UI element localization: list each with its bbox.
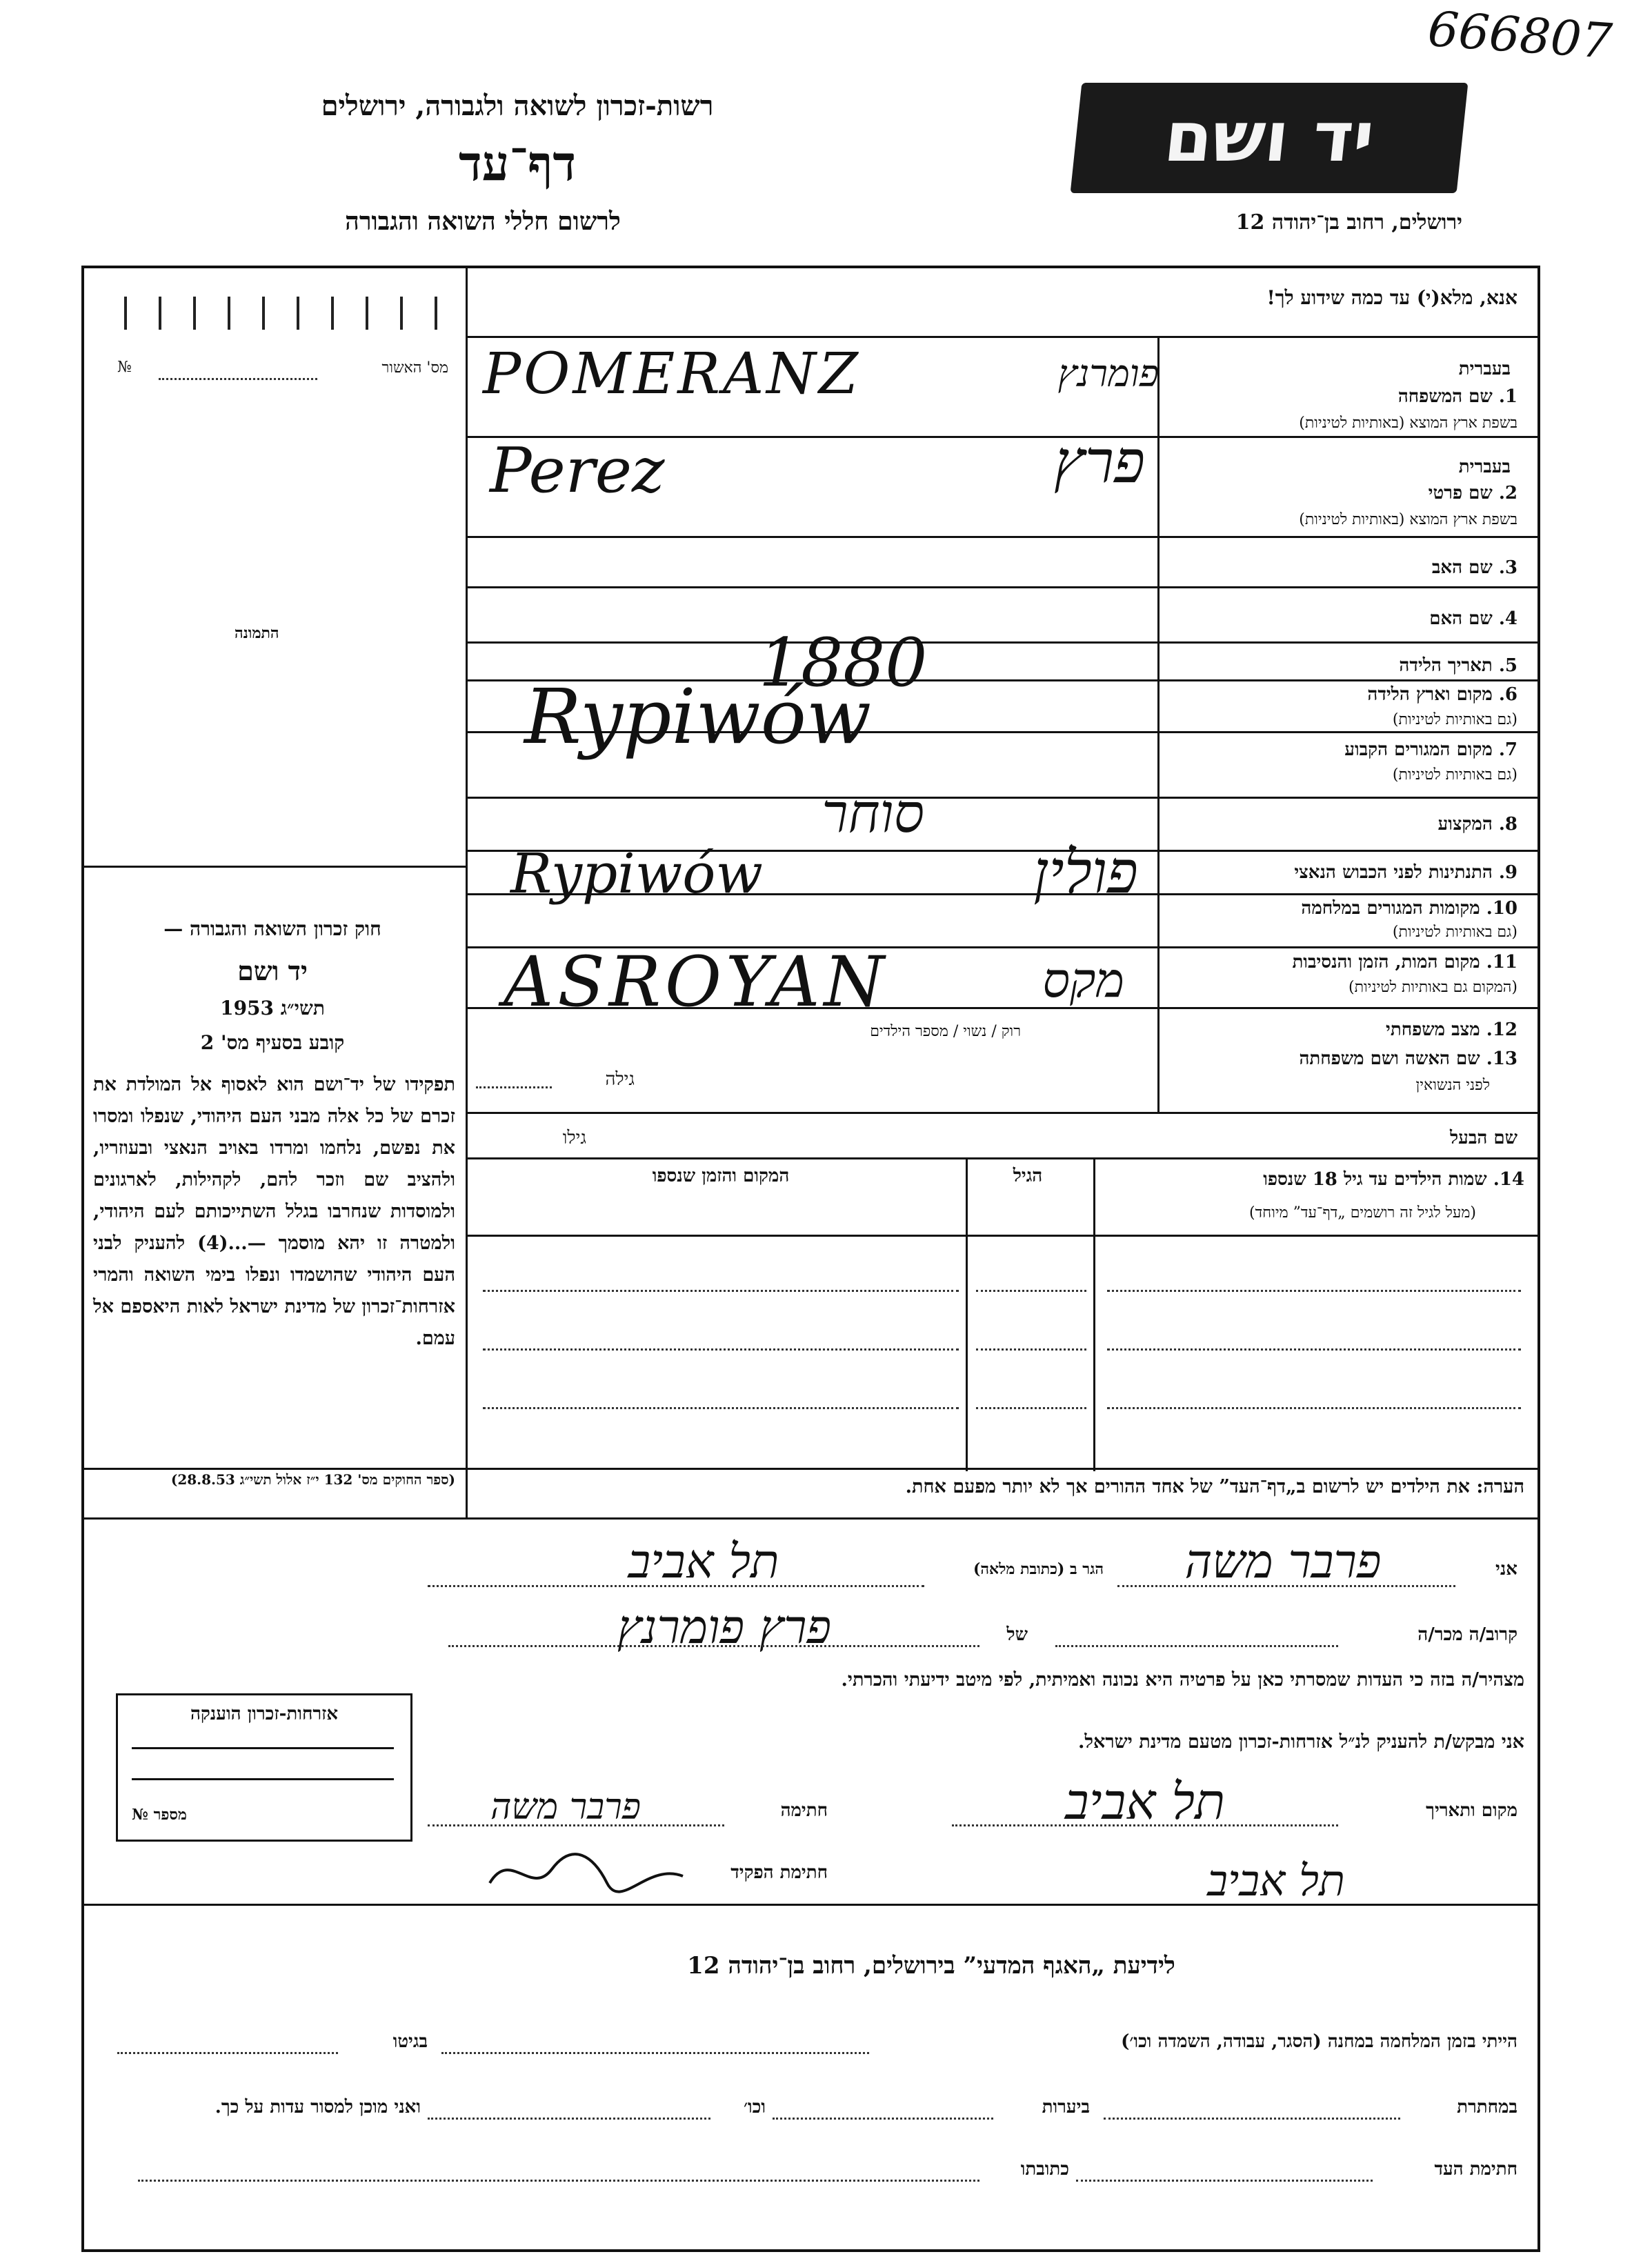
declarant-line xyxy=(1117,1585,1455,1587)
sidebar-divider xyxy=(466,266,468,1517)
in-hebrew-label-2: בעברית xyxy=(1458,457,1511,477)
death-hebrew-value[interactable]: מקס xyxy=(1042,952,1124,1008)
declaration-request: אני מבקש/ת להעניק לנ״ל אזרחות-זכרון מטעם מדינת ישראל. xyxy=(1078,1731,1524,1753)
declaration-statement: מצהיר/ה בזה כי העדות שמסרתי כאן על פרטיה היא נכונה ואמיתית, לפי מיטב ידיעתי והכרתי. xyxy=(841,1669,1524,1691)
law-text: תפקידו של יד־ושם הוא לאסוף אל המולדת את זכרם של כל אלה מבני העם היהודי, שנפלו ומסרו את נפשם, נלחמו ומרדו באויב הנאצי ובעוזריו, ולהציב שם וזכר להם, לקהילות, לארגונים ולמוסדות שנחרבו בגלל השתייכותם לעם היהודי, ולמטרה זו יהא מוסמך —...(4) להעניק לבני העם היהודי שהושמדו ונפלו בימי השואה והמרי אזרחות־זכרון של מדינת ישראל לאות היאספם אל עמם. xyxy=(93,1074,455,1349)
field-label-father xyxy=(1166,557,1517,578)
place-date-value[interactable]: תל אביב xyxy=(1065,1773,1225,1831)
field-text: מצב משפחתי xyxy=(1386,1019,1480,1040)
yad-vashem-logo xyxy=(1071,83,1469,193)
firstname-value[interactable]: Perez xyxy=(490,435,665,507)
row-line xyxy=(466,1112,1540,1114)
header-address: ירושלים, רחוב בן־יהודה 12 xyxy=(1235,210,1462,235)
in-hebrew-label-1: בעברית xyxy=(1458,359,1511,379)
footer-line2-fill-c xyxy=(428,2118,710,2120)
field-sub-birthplace: (גם באותיות לטיניות) xyxy=(1392,711,1517,728)
surname-hebrew-value[interactable]: פומרנץ xyxy=(1057,352,1159,395)
field-label-marital xyxy=(1166,1019,1517,1040)
footer-line2-end: ואני מוכן למסור עדות על כך. xyxy=(215,2097,421,2118)
children-row-line xyxy=(483,1290,959,1292)
wife-age-label: גילה xyxy=(605,1069,635,1090)
remark-title: הערה: xyxy=(1476,1476,1524,1497)
field-num: 9. xyxy=(1498,862,1517,883)
footer-line1-fill xyxy=(441,2052,869,2054)
field-text: שם האשה ושם משפחתה xyxy=(1299,1048,1480,1069)
declaration-i-label: אני xyxy=(1495,1559,1517,1580)
row-line xyxy=(466,893,1540,895)
photo-label: התמונה xyxy=(235,624,279,642)
field-num: 12. xyxy=(1486,1019,1517,1040)
profession-value[interactable]: סוחר xyxy=(822,783,924,845)
row-line-top xyxy=(466,336,1540,338)
footer-line3-fill-b xyxy=(138,2180,979,2182)
footer-line2-fill-a xyxy=(1104,2118,1400,2120)
children-row-line xyxy=(976,1348,1086,1351)
field-text: מקום וארץ הלידה xyxy=(1367,684,1493,705)
form-request: אנא, מלא(י) עד כמה שידוע לך! xyxy=(1266,286,1517,309)
children-bottom-line xyxy=(81,1468,1540,1470)
field-num: 6. xyxy=(1498,684,1517,705)
children-col-place: המקום והזמן שנספו xyxy=(652,1166,790,1186)
children-label: 14. שמות הילדים עד גיל 18 שנספו xyxy=(1263,1169,1524,1190)
place-date-line xyxy=(952,1824,1338,1826)
row-line xyxy=(466,641,1540,644)
death-place-value[interactable]: ASROYAN xyxy=(504,942,888,1022)
footer-witness-signature: חתימת העד xyxy=(1434,2159,1517,2180)
field-num: 13. xyxy=(1486,1048,1517,1069)
field-label-residence xyxy=(1166,739,1517,760)
field-text: שם האב xyxy=(1431,557,1493,578)
declarant-signature[interactable]: פרבר משה xyxy=(490,1786,641,1828)
remark-bottom-line xyxy=(81,1517,1540,1520)
firstname-hebrew-value[interactable]: פרץ xyxy=(1053,428,1145,497)
children-col-divider-2 xyxy=(966,1157,968,1471)
children-row-line xyxy=(1107,1407,1521,1409)
field-text: התנתינות לפני הכבוש הנאצי xyxy=(1294,862,1493,883)
place-date-label: מקום ותאריך xyxy=(1426,1800,1517,1821)
field-sub-wartime-residence: (גם באותיות לטיניות) xyxy=(1392,924,1517,941)
header-subtitle: לרשום חללי השואה והגבורה xyxy=(345,207,621,236)
footer-line2-forests: ביערות xyxy=(1042,2097,1090,2118)
field-label-citizenship xyxy=(1166,862,1517,883)
row-line xyxy=(466,797,1540,799)
footer-line2-fill-b xyxy=(773,2118,993,2120)
field-text: שם פרטי xyxy=(1428,483,1493,504)
memorial-citizenship-box xyxy=(116,1693,412,1842)
law-clause: קובע בסעיף מס' 2 xyxy=(200,1031,345,1054)
scribble-icon xyxy=(483,1842,690,1904)
children-row-line xyxy=(483,1348,959,1351)
birthdate-value[interactable]: 1880 xyxy=(759,624,928,701)
marital-options: רוק / נשוי / מספר הילדים xyxy=(870,1023,1021,1040)
field-num: 11. xyxy=(1486,952,1517,973)
stamp-number-label: מספר № xyxy=(132,1806,187,1824)
children-row-line xyxy=(483,1407,959,1409)
resident-value[interactable]: תל אביב xyxy=(628,1535,779,1589)
field-text: מקומות המגורים במלחמה xyxy=(1301,898,1480,919)
footer-line2-underground: במחתרת xyxy=(1457,2097,1517,2118)
field-label-birthdate xyxy=(1166,655,1517,676)
field-num: 3. xyxy=(1498,557,1517,578)
field-text: המקצוע xyxy=(1437,814,1493,835)
footer-line1-end: בגיטו xyxy=(392,2031,428,2052)
footer-line2-etc: וכו׳ xyxy=(743,2097,766,2118)
header-title: דף־עד xyxy=(458,135,576,192)
field-text: מקום המגורים הקבוע xyxy=(1344,739,1493,760)
field-sub-wife: לפני הנשואין xyxy=(1415,1077,1490,1094)
field-text: שם המשפחה xyxy=(1397,386,1493,407)
cert-number-line xyxy=(159,378,317,380)
field-label-firstname xyxy=(1166,483,1517,504)
field-sub-surname: בשפת ארץ המוצא (באותיות לטיניות) xyxy=(1299,415,1517,432)
children-col-divider-1 xyxy=(1093,1157,1095,1471)
stamp-line xyxy=(132,1778,394,1780)
footer-line1-end-fill xyxy=(117,2052,338,2054)
field-label-profession xyxy=(1166,814,1517,835)
field-sub-death: (המקום גם באותיות לטיניות) xyxy=(1349,979,1517,996)
declarant-name[interactable]: פרבר משה xyxy=(1184,1535,1382,1589)
field-sub-firstname: בשפת ארץ המוצא (באותיות לטיניות) xyxy=(1299,511,1517,528)
husband-label: שם הבעל xyxy=(1449,1128,1517,1148)
of-value[interactable]: פרץ פומרנץ xyxy=(617,1600,832,1655)
cert-number-label: מס' האשור xyxy=(381,359,448,377)
field-label-surname xyxy=(1166,386,1517,407)
relative-label: קרוב/ה מכר/ה xyxy=(1417,1624,1517,1645)
relative-line xyxy=(1055,1645,1338,1647)
remark-text: את הילדים יש לרשום ב„דף־העד” של אחד ההורים אך לא יותר מפעם אחת. xyxy=(905,1476,1471,1497)
place-date-value-2[interactable]: תל אביב xyxy=(1207,1855,1345,1906)
birthplace-value[interactable]: Rypiwów xyxy=(524,673,872,761)
row-line xyxy=(466,1157,1540,1159)
law-name: יד ושם xyxy=(237,955,308,986)
children-row-line xyxy=(976,1407,1086,1409)
children-note: (מעל לגיל זה רושמים „דף־עד” מיוחד) xyxy=(1249,1204,1476,1222)
logo-text: יד ושם xyxy=(1160,97,1378,177)
field-num: 7. xyxy=(1498,739,1517,760)
row-line xyxy=(466,731,1540,733)
field-text: שם האם xyxy=(1429,608,1493,629)
footer-info: לידיעת „האגף המדעי” בירושלים, רחוב בן־יהודה 12 xyxy=(687,1952,1175,1980)
field-label-wife xyxy=(1166,1048,1517,1069)
remark xyxy=(469,1476,1524,1497)
field-label-mother xyxy=(1166,608,1517,629)
field-text: מקום המות, הזמן והנסיבות xyxy=(1292,952,1480,973)
field-text: תאריך הלידה xyxy=(1399,655,1493,676)
row-line xyxy=(466,536,1540,538)
field-label-death xyxy=(1166,952,1517,973)
stamp-line xyxy=(132,1747,394,1749)
wife-age-line xyxy=(476,1086,552,1088)
citizenship-hebrew-value[interactable]: פולין xyxy=(1033,838,1138,907)
official-signature-label: חתימת הפקיד xyxy=(730,1862,828,1883)
field-num: 5. xyxy=(1498,655,1517,676)
row-line xyxy=(466,1007,1540,1009)
cert-number-mark: № xyxy=(117,359,132,376)
children-col-age: הגיל xyxy=(1013,1166,1043,1186)
row-line xyxy=(466,586,1540,588)
field-num: 8. xyxy=(1498,814,1517,835)
official-signature-scribble[interactable] xyxy=(483,1842,690,1904)
field-label-birthplace xyxy=(1166,684,1517,705)
field-num: 2. xyxy=(1498,483,1517,504)
children-row-line xyxy=(1107,1290,1521,1292)
photo-area-bottom xyxy=(81,866,466,868)
header-authority: רשות-זכרון לשואה ולגבורה, ירושלים xyxy=(321,90,714,122)
law-year: תשי״ג 1953 xyxy=(220,997,325,1019)
stamp-title: אזרחות-זכרון הוענקה xyxy=(190,1704,339,1724)
law-title: חוק זכרון השואה והגבורה — xyxy=(163,917,381,940)
law-reference: (ספר החוקים מס' 132 י״ז אלול תשי״ג 28.8.53) xyxy=(170,1471,455,1488)
cert-barcode-ticks xyxy=(124,297,441,330)
resident-label: הגר ב (כתובת מלאה) xyxy=(973,1560,1104,1578)
children-row-line xyxy=(976,1290,1086,1292)
resident-line xyxy=(428,1585,924,1587)
of-line xyxy=(448,1645,979,1647)
signature-label: חתימה xyxy=(780,1800,828,1821)
footer-line1: הייתי בזמן המלחמה במחנה (הסגר, עבודה, השמדה וכו׳) xyxy=(1121,2031,1517,2052)
field-sub-residence: (גם באותיות לטיניות) xyxy=(1392,766,1517,784)
surname-value[interactable]: POMERANZ xyxy=(483,341,861,407)
husband-age-label: גילו xyxy=(562,1128,586,1148)
children-row-line xyxy=(1107,1348,1521,1351)
field-label-wartime-residence xyxy=(1166,898,1517,919)
field-num: 10. xyxy=(1486,898,1517,919)
declaration-bottom-line xyxy=(81,1904,1540,1906)
of-label: של xyxy=(1006,1624,1028,1645)
field-num: 1. xyxy=(1498,386,1517,407)
signature-line xyxy=(428,1824,724,1826)
footer-line3-fill-a xyxy=(1076,2180,1373,2182)
document-number: 666807 xyxy=(1426,0,1614,70)
citizenship-value[interactable]: Rypiwów xyxy=(510,841,763,906)
footer-address-label: כתובתו xyxy=(1020,2159,1069,2180)
children-header-line xyxy=(466,1235,1540,1237)
field-num: 4. xyxy=(1498,608,1517,629)
